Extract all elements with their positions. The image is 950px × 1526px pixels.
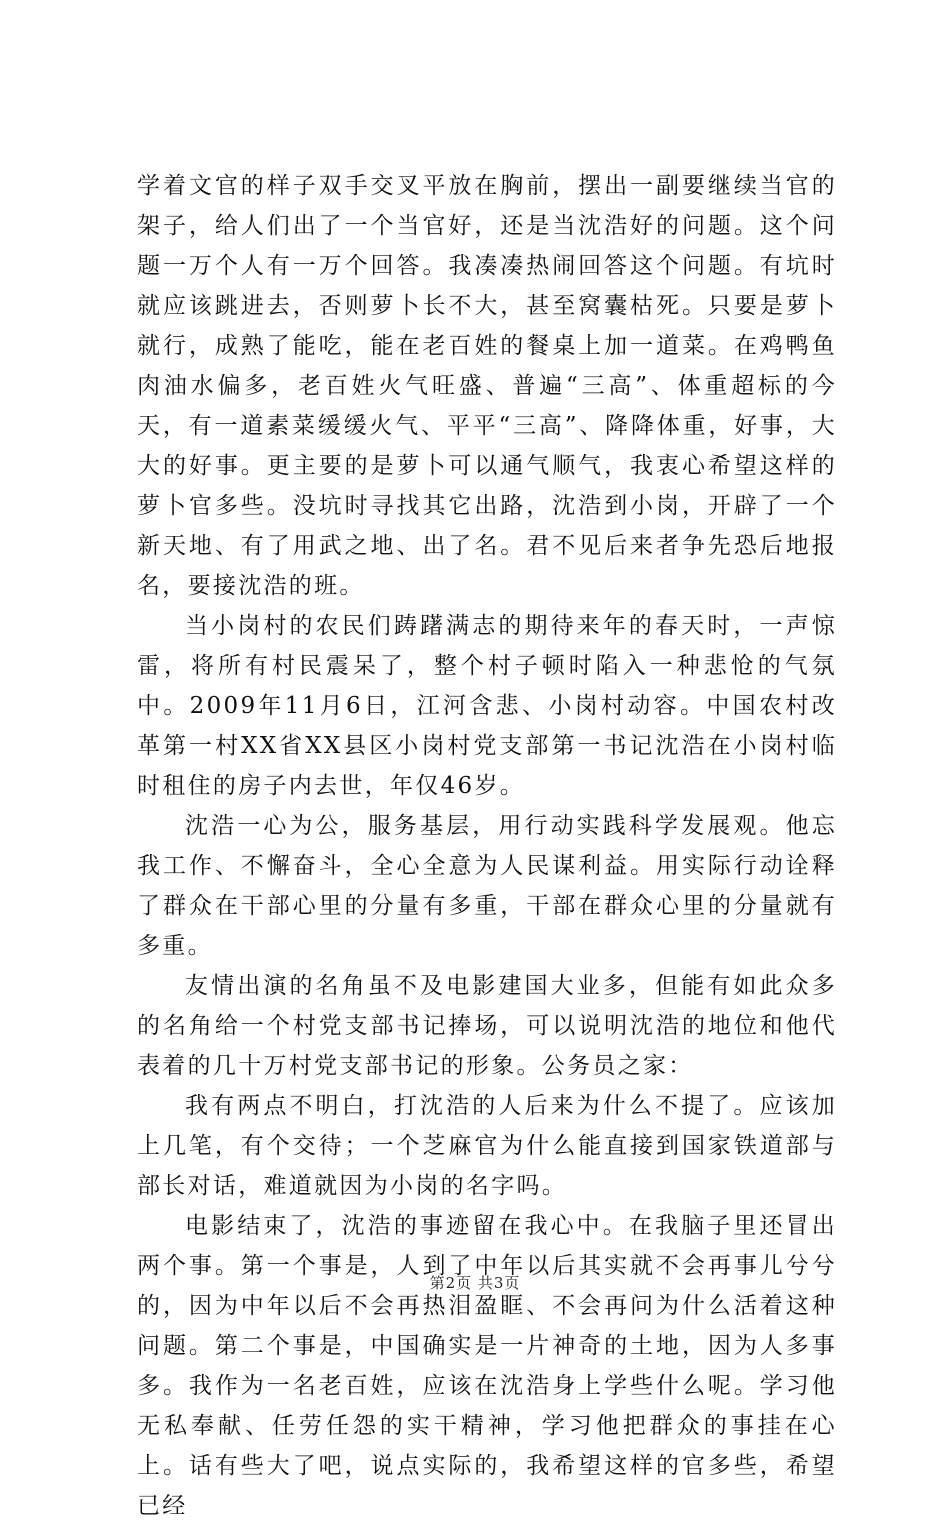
paragraph: 沈浩一心为公，服务基层，用行动实践科学发展观。他忘我工作、不懈奋斗，全心全意为人民谋利益。用实际行动诠释了群众在干部心里的分量有多重，干部在群众心里的分量就有多重。 <box>137 813 837 959</box>
paragraph: 电影结束了，沈浩的事迹留在我心中。在我脑子里还冒出两个事。第一个事是，人到了中年以后其实就不会再事儿兮兮的，因为中年以后不会再热泪盈眶、不会再问为什么活着这种问题。第二个事是，中国确实是一片神奇的土地，因为人多事多。我作为一名老百姓，应该在沈浩身上学些什么呢。学习他无私奉献、任劳任怨的实干精神，学习他把群众的事挂在心上。话有些大了吧，说点实际的，我希望这样的官多些，希望已经 <box>137 1213 837 1519</box>
paragraph: 我有两点不明白，打沈浩的人后来为什么不提了。应该加上几笔，有个交待；一个芝麻官为什么能直接到国家铁道部与部长对话，难道就因为小岗的名字吗。 <box>137 1093 837 1199</box>
paragraph: 友情出演的名角虽不及电影建国大业多，但能有如此众多的名角给一个村党支部书记捧场，可以说明沈浩的地位和他代表着的几十万村党支部书记的形象。公务员之家： <box>137 973 837 1079</box>
paragraph: 当小岗村的农民们踌躇满志的期待来年的春天时，一声惊雷，将所有村民震呆了，整个村子顿时陷入一种悲怆的气氛中。2009年11月6日，江河含悲、小岗村动容。中国农村改革第一村XX省XX县区小岗村党支部第一书记沈浩在小岗村临时租住的房子内去世，年仅46岁。 <box>137 613 837 799</box>
paragraph-continued: 学着文官的样子双手交叉平放在胸前，摆出一副要继续当官的架子，给人们出了一个当官好，还是当沈浩好的问题。这个问题一万个人有一万个回答。我凑凑热闹回答这个问题。有坑时就应该跳进去，否则萝卜长不大，甚至窝囊枯死。只要是萝卜就行，成熟了能吃，能在老百姓的餐桌上加一道菜。在鸡鸭鱼肉油水偏多，老百姓火气旺盛、普遍“三高”、体重超标的今天，有一道素菜缓缓火气、平平“三高”、降降体重，好事，大大的好事。更主要的是萝卜可以通气顺气，我衷心希望这样的萝卜官多些。没坑时寻找其它出路，沈浩到小岗，开辟了一个新天地、有了用武之地、出了名。君不见后来者争先恐后地报名，要接沈浩的班。 <box>137 173 837 599</box>
page-footer: 第2页 共3页 <box>429 1274 521 1292</box>
document-body <box>137 166 837 1526</box>
